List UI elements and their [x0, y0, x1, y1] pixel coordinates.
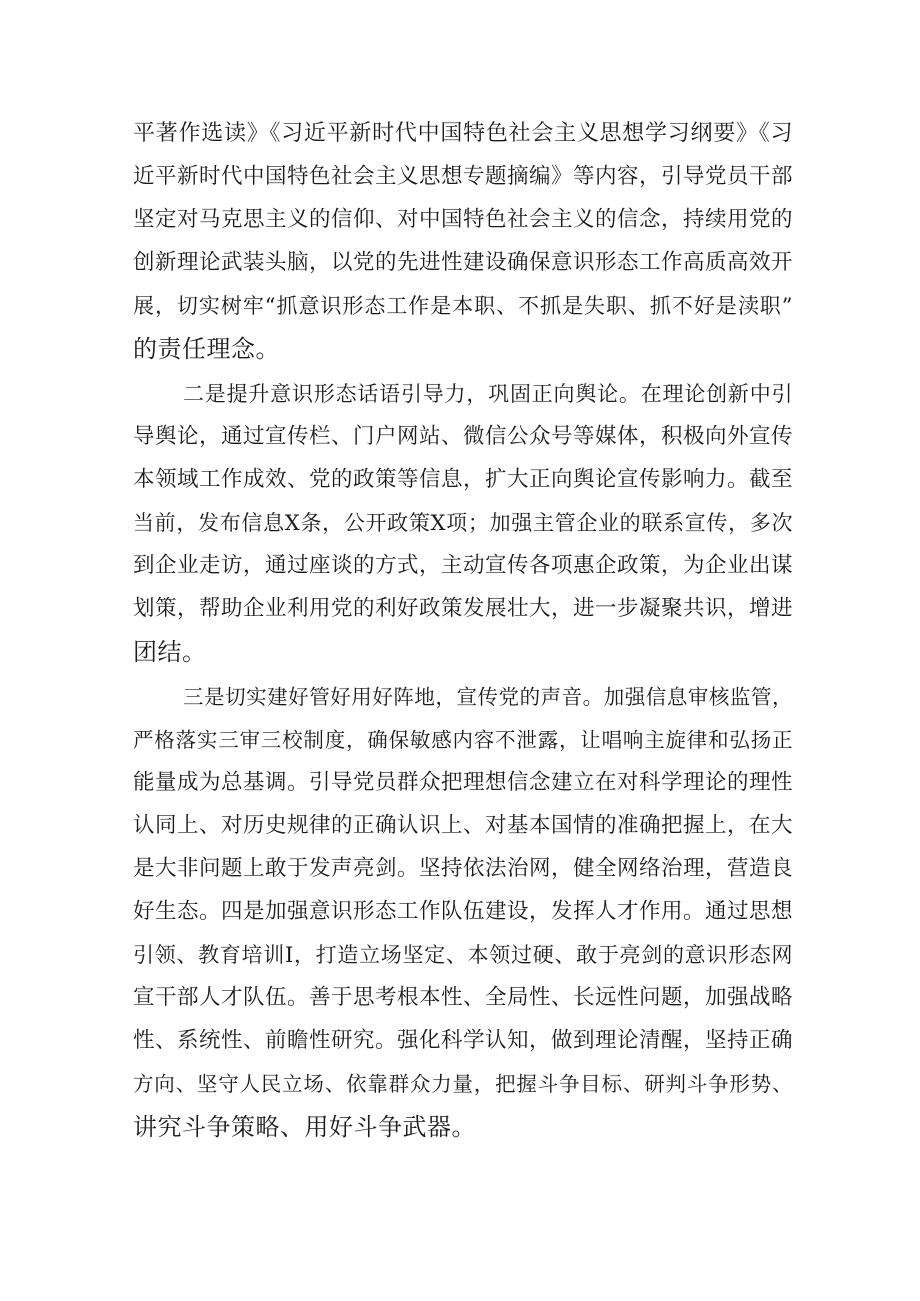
text-line: 三是切实建好管好用好阵地，宣传党的声音。加强信息审核监管，	[183, 685, 793, 709]
text-line: 近平新时代中国特色社会主义思想专题摘编》等内容，引导党员干部	[133, 164, 794, 189]
text-line: 当前，发布信息X条，公开政策X项；加强主管企业的联系宣传，多次	[133, 511, 793, 535]
text-line: 引领、教育培训I，打造立场坚定、本领过硬、敢于亮剑的意识形态网	[133, 943, 793, 967]
text-line: 团结。	[133, 638, 207, 666]
text-line: 划策，帮助企业利用党的利好政策发展壮大，进一步凝聚共识，增进	[133, 596, 794, 621]
text-line: 展，切实树牢“抓意识形态工作是本职、不抓是失职、抓不好是渎职”	[133, 294, 793, 318]
text-line: 二是提升意识形态话语引导力，巩固正向舆论。在理论创新中引	[183, 382, 793, 406]
text-line: 能量成为总基调。引导党员群众把理想信念建立在对科学理论的理性	[133, 770, 794, 795]
text-line: 到企业走访，通过座谈的方式，主动宣传各项惠企政策，为企业出谋	[133, 553, 794, 578]
text-line: 严格落实三审三校制度，确保敏感内容不泄露，让唱响主旋律和弘扬正	[133, 728, 793, 752]
text-line: 的责任理念。	[133, 335, 280, 363]
text-line: 导舆论，通过宣传栏、门户网站、微信公众号等媒体，积极向外宣传	[133, 424, 794, 449]
text-line: 创新理论武装头脑，以党的先进性建设确保意识形态工作高质高效开	[133, 250, 794, 275]
text-line: 平著作选读》《习近平新时代中国特色社会主义思想学习纲要》《习	[133, 121, 793, 146]
text-line: 好生态。四是加强意识形态工作队伍建设，发挥人才作用。通过思想	[133, 899, 794, 924]
text-line: 本领域工作成效、党的政策等信息，扩大正向舆论宣传影响力。截至	[133, 467, 794, 492]
text-line: 性、系统性、前瞻性研究。强化科学认知，做到理论清醒，坚持正确	[133, 1028, 794, 1053]
text-line: 方向、坚守人民立场、依靠群众力量，把握斗争目标、研判斗争形势、	[133, 1072, 793, 1096]
text-line: 是大非问题上敢于发声亮剑。坚持依法治网，健全网络治理，营造良	[133, 856, 794, 881]
text-line: 认同上、对历史规律的正确认识上、对基本国情的准确把握上，在大	[133, 813, 794, 838]
text-line: 宣干部人才队伍。善于思考根本性、全局性、长远性问题，加强战略	[133, 985, 794, 1010]
text-line: 讲究斗争策略、用好斗争武器。	[133, 1113, 476, 1141]
text-line: 坚定对马克思主义的信仰、对中国特色社会主义的信念，持续用党的	[133, 207, 794, 232]
